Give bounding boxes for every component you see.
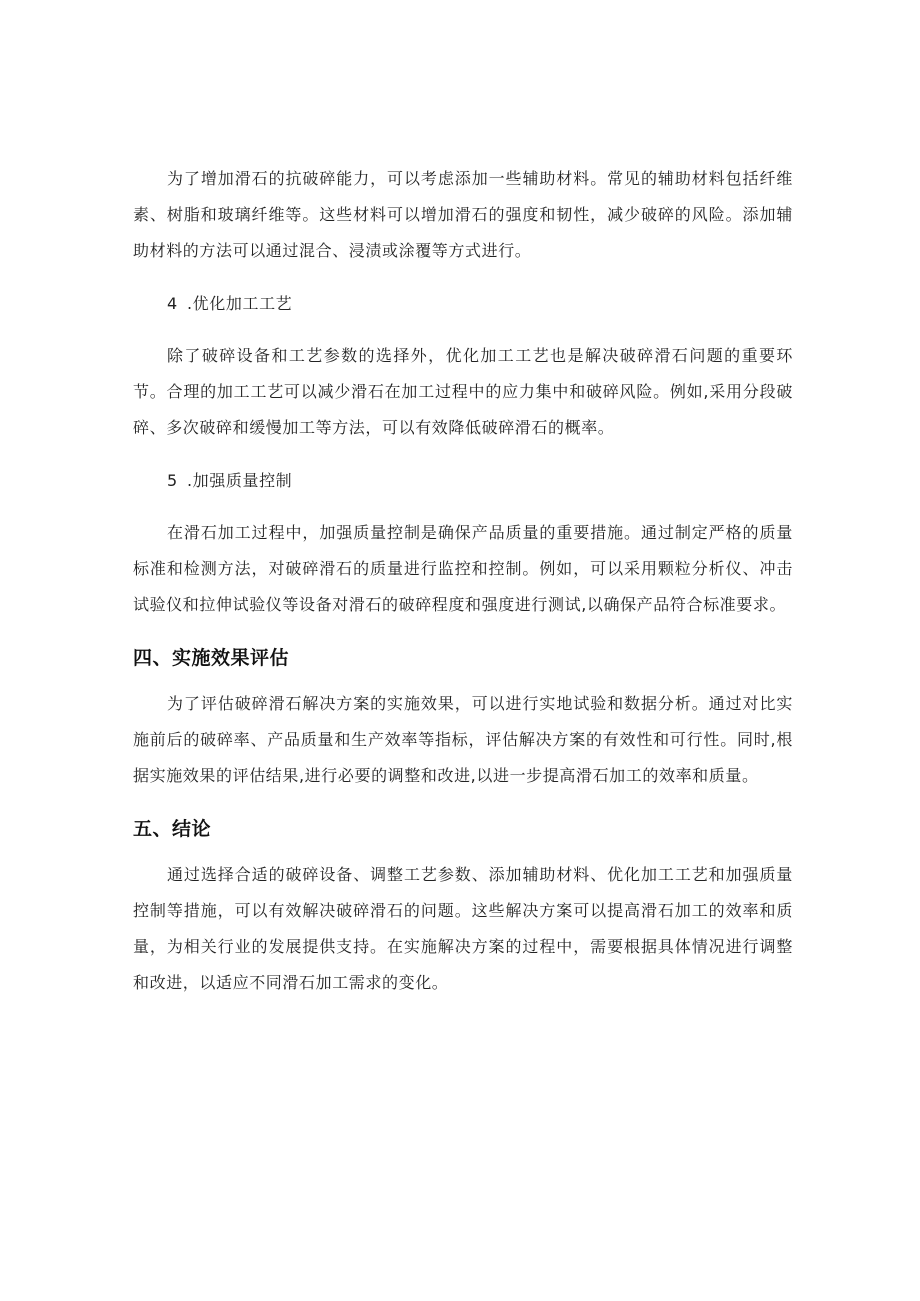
paragraph-evaluation: 为了评估破碎滑石解决方案的实施效果，可以进行实地试验和数据分析。通过对比实施前后的破碎率、产品质量和生产效率等指标，评估解决方案的有效性和可行性。同时,根据实施效果的评估结果,进行必要的调整和改进,以进一步提高滑石加工的效率和质量。	[133, 694, 793, 785]
subheading-title: .优化加工工艺	[187, 294, 293, 313]
subheading-title: .加强质量控制	[187, 471, 293, 490]
section-heading-conclusion: 五、结论	[133, 818, 212, 840]
subheading-number: 5	[167, 471, 178, 490]
paragraph-optimize-process: 除了破碎设备和工艺参数的选择外，优化加工工艺也是解决破碎滑石问题的重要环节。合理的加工工艺可以减少滑石在加工过程中的应力集中和破碎风险。例如,采用分段破碎、多次破碎和缓慢加工等方法，可以有效降低破碎滑石的概率。	[133, 346, 793, 437]
section-heading-evaluation: 四、实施效果评估	[133, 647, 290, 669]
subheading-number: 4	[167, 294, 178, 313]
paragraph-quality-control: 在滑石加工过程中，加强质量控制是确保产品质量的重要措施。通过制定严格的质量标准和检测方法，对破碎滑石的质量进行监控和控制。例如，可以采用颗粒分析仪、冲击试验仪和拉伸试验仪等设备对滑石的破碎程度和强度进行测试,以确保产品符合标准要求。	[133, 523, 793, 614]
paragraph-conclusion: 通过选择合适的破碎设备、调整工艺参数、添加辅助材料、优化加工工艺和加强质量控制等措施，可以有效解决破碎滑石的问题。这些解决方案可以提高滑石加工的效率和质量，为相关行业的发展提供支持。在实施解决方案的过程中，需要根据具体情况进行调整和改进，以适应不同滑石加工需求的变化。	[133, 865, 793, 992]
subheading-optimize-process	[167, 292, 292, 316]
subheading-quality-control	[167, 469, 292, 493]
paragraph-auxiliary-materials: 为了增加滑石的抗破碎能力，可以考虑添加一些辅助材料。常见的辅助材料包括纤维素、树脂和玻璃纤维等。这些材料可以增加滑石的强度和韧性，减少破碎的风险。添加辅助材料的方法可以通过混合、浸渍或涂覆等方式进行。	[133, 169, 793, 260]
